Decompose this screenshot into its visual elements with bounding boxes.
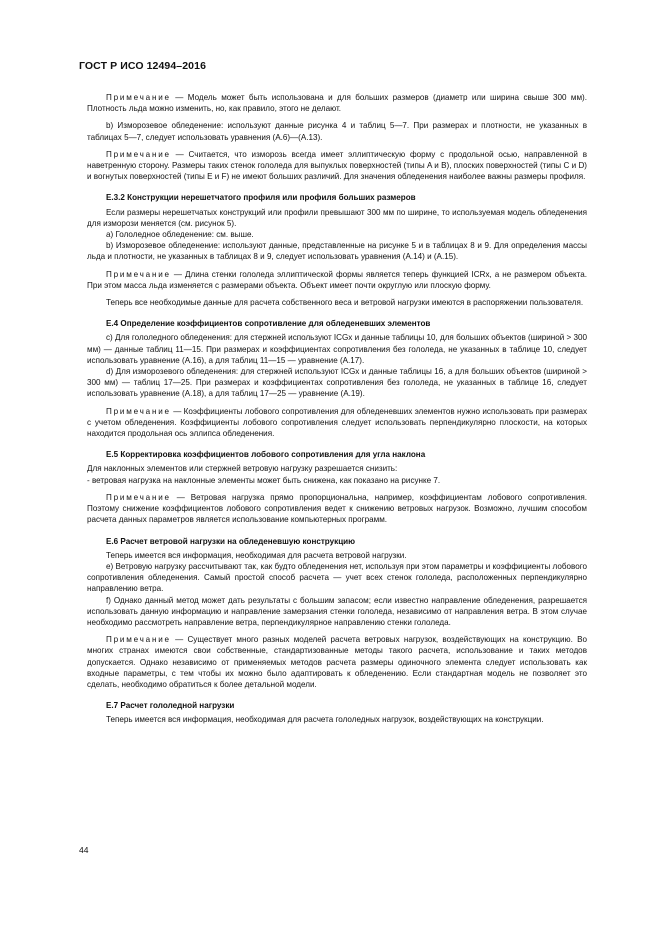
note-text: — Ветровая нагрузка прямо пропорциональна, например, коэффициентам лобового сопротивления. Поэтому снижение коэффициентов лобового сопротивления ведет к снижению ветровых нагрузок. Возможно, лучшим способом расчета данных параметров является использование компьютерных программ.	[87, 492, 587, 525]
section-heading: E.7 Расчет гололедной нагрузки	[106, 701, 235, 711]
page-number: 44	[79, 845, 89, 855]
document-body	[87, 92, 587, 732]
note-text: — Считается, что изморозь всегда имеет эллиптическую форму с продольной осью, направленной в наветренную сторону. Размеры таких стенок гололеда для выпуклых поверхностей (типы A и B), плоских поверхностей (типы C и D) и вогнутых поверхностей (типы E и F) не имеют больших различий. Для значения обледенения наиболее важны размеры профиля.	[87, 149, 587, 182]
note-label: Примечание	[106, 269, 171, 279]
note-paragraph	[87, 149, 587, 183]
note-text: — Модель может быть использована и для больших размеров (диаметр или ширина свыше 300 мм). Плотность льда можно изменить, но, как правило, этого не делают.	[87, 93, 587, 114]
note-text: — Коэффициенты лобового сопротивления для обледеневших элементов нужно использовать при размерах с учетом обледенения. Коэффициенты лобового сопротивления следует использовать перпендикулярно плоскости, на которых находится продольная ось эллипса обледенения.	[87, 406, 587, 439]
note-paragraph	[87, 492, 587, 526]
paragraph: - ветровая нагрузка на наклонные элементы может быть снижена, как показано на рисунке 7.	[87, 475, 441, 485]
section-heading: E.3.2 Конструкции нерешетчатого профиля или профиля больших размеров	[106, 193, 416, 203]
paragraph: f) Однако данный метод может дать результаты с большим запасом; если известно направление обледенения, разрешается использовать данную информацию и направление замерзания стенки гололеда, независимо от направления ветра. В этом случае необходимо рассмотреть направление ветра, перпендикулярное направлению стенки гололеда.	[87, 595, 587, 627]
paragraph: Теперь имеется вся информация, необходимая для расчета гололедных нагрузок, воздействующих на конструкции.	[106, 715, 544, 725]
paragraph: Если размеры нерешетчатых конструкций или профили превышают 300 мм по ширине, то используемая модель обледенения для изморози меняется (см. рисунок 5).	[87, 207, 587, 228]
paragraph: Для наклонных элементов или стержней ветровую нагрузку разрешается снизить:	[87, 464, 398, 474]
paragraph: b) Изморозевое обледенение: используют данные, представленные на рисунке 5 и в таблицах 8 и 9. Для определения массы льда и плотности, не указанных в таблицах 8 и 9, следует использовать уравнения (A.14) и (A.15).	[87, 241, 587, 262]
note-text: — Существует много разных моделей расчета ветровых нагрузок, воздействующих на конструкцию. Во многих странах имеются свои собственные, стандартизованные методы такого расчета, использование и таких методов допускается. Однако независимо от применяемых методов расчета размеры одиночного элемента следует использовать как входные параметры, с тем чтобы их можно было адаптировать к обледенению. Если стандартная модель не позволяет это сделать, необходимо обратиться к более детальной модели.	[87, 635, 587, 689]
section-heading: E.5 Корректировка коэффициентов лобового сопротивления для угла наклона	[106, 450, 426, 460]
note-paragraph	[87, 406, 587, 440]
paragraph: b) Изморозевое обледенение: используют данные рисунка 4 и таблиц 5—7. При размерах и плотности, не указанных в таблицах 5—7, следует использовать уравнения (A.6)—(A.13).	[87, 121, 587, 142]
note-label: Примечание	[106, 149, 171, 159]
paragraph: a) Гололедное обледенение: см. выше.	[106, 230, 254, 240]
note-label: Примечание	[106, 406, 171, 416]
note-label: Примечание	[106, 93, 171, 102]
section-heading: E.4 Определение коэффициентов сопротивление для обледеневших элементов	[106, 319, 431, 329]
paragraph: Теперь все необходимые данные для расчета собственного веса и ветровой нагрузки имеются в распоряжении пользователя.	[106, 298, 584, 308]
document-header: ГОСТ Р ИСО 12494–2016	[79, 60, 207, 72]
paragraph: e) Ветровую нагрузку рассчитывают так, как будто обледенения нет, используя при этом параметры и коэффициенты лобового сопротивления обледенения. Самый простой способ расчета — учет всех стенок гололеда, расположенных перпендикулярно направлению ветра.	[87, 561, 587, 594]
note-paragraph	[87, 269, 587, 291]
paragraph: Теперь имеется вся информация, необходимая для расчета ветровой нагрузки.	[106, 550, 407, 560]
paragraph: c) Для гололедного обледенения: для стержней используют ICGx и данные таблицы 10, для больших объектов (шириной > 300 мм) — данные таблиц 11—15. При размерах и коэффициентах сопротивления без гололеда, не указанных в таблице 10, следует использовать уравнение (A.16), а для таблиц 11—15 — уравнение (A.17).	[87, 333, 587, 365]
note-label: Примечание	[106, 492, 171, 502]
note-paragraph	[87, 92, 587, 114]
note-paragraph	[87, 634, 587, 690]
section-heading: E.6 Расчет ветровой нагрузки на обледеневшую конструкцию	[106, 536, 356, 546]
paragraph: d) Для изморозевого обледенения: для стержней используют ICGx и данные таблицы 16, а для больших объектов (шириной > 300 мм) — таблиц 17—25. При размерах и коэффициентах сопротивления без гололеда, не указанных в таблице 16, следует использовать уравнение (A.18), а для таблиц 17—25 — уравнение (A.19).	[87, 367, 587, 399]
note-text: — Длина стенки гололеда эллиптической формы является теперь функцией ICRx, а не размером объекта. При этом масса льда изменяется с размерами объекта. Объект имеет почти округлую или плоскую форму.	[87, 269, 587, 290]
note-label: Примечание	[106, 635, 171, 645]
